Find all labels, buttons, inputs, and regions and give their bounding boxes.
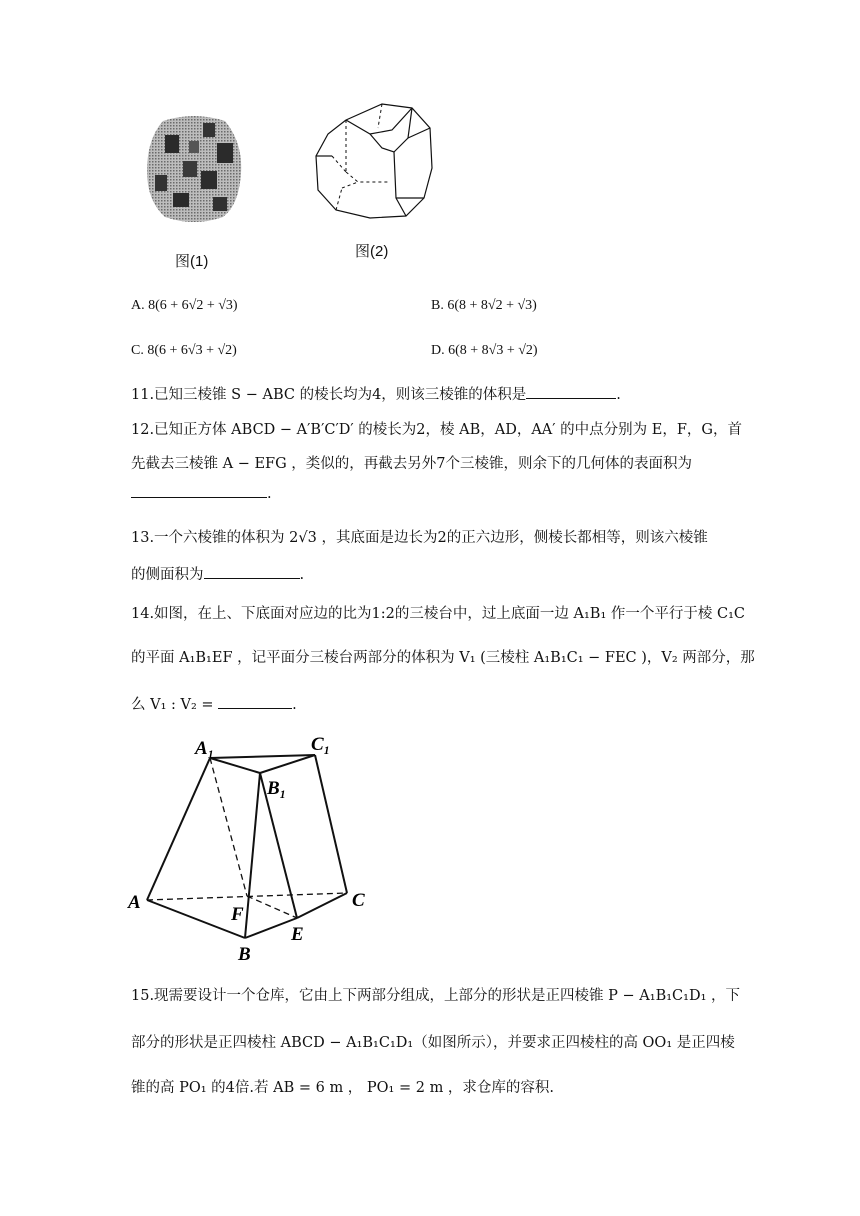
textured-solid-illustration xyxy=(143,113,245,223)
triangular-frustum-diagram xyxy=(125,728,385,968)
label-A: A xyxy=(128,892,141,913)
answer-blank xyxy=(218,696,292,709)
label-F: F xyxy=(231,904,244,925)
figure-1-caption: 图(1) xyxy=(175,253,209,270)
figure-1-image xyxy=(143,113,245,223)
question-12-line-3 xyxy=(131,485,272,502)
figure-2-image xyxy=(312,98,437,228)
truncated-cube-drawing xyxy=(312,98,437,228)
question-14-text: 么 V₁ : V₂ = xyxy=(131,697,214,713)
label-E: E xyxy=(291,924,304,945)
question-14-line-1: 14.如图，在上、下底面对应边的比为1:2的三棱台中，过上底面一边 A₁B₁ 作一个平行于棱 C₁C xyxy=(131,606,745,622)
option-b: B. 6(8 + 8√2 + √3) xyxy=(431,298,537,313)
label-C1: C₁ xyxy=(311,734,331,755)
period: . xyxy=(292,697,297,713)
option-d: D. 6(8 + 8√3 + √2) xyxy=(431,343,538,358)
question-14-line-2: 的平面 A₁B₁EF ，记平面分三棱台两部分的体积为 V₁ (三棱柱 A₁B₁C₁ − FEC )，V₂ 两部分，那 xyxy=(131,650,755,666)
label-B: B xyxy=(238,944,251,965)
question-15-line-1: 15.现需要设计一个仓库，它由上下两部分组成，上部分的形状是正四棱锥 P − A₁B₁C₁D₁ ，下 xyxy=(131,988,740,1004)
question-11 xyxy=(131,383,621,404)
label-A1: A₁ xyxy=(195,738,215,759)
label-C: C xyxy=(352,890,365,911)
period: . xyxy=(299,567,305,583)
answer-blank xyxy=(131,485,267,498)
answer-blank xyxy=(526,386,616,399)
question-15-line-3: 锥的高 PO₁ 的4倍.若 AB = 6 m ， PO₁ = 2 m ，求仓库的容积. xyxy=(131,1080,555,1096)
answer-blank xyxy=(204,566,300,579)
question-12-line-2: 先截去三棱锥 A − EFG ，类似的，再截去另外7个三棱锥，则余下的几何体的表面积为 xyxy=(131,456,693,472)
option-a: A. 8(6 + 6√2 + √3) xyxy=(131,298,238,313)
question-11-text: 11.已知三棱锥 S − ABC 的棱长均为4，则该三棱锥的体积是 xyxy=(131,387,527,403)
figure-2-caption: 图(2) xyxy=(355,243,389,260)
question-14-line-3 xyxy=(131,693,297,714)
period: . xyxy=(267,486,272,502)
question-12-line-1: 12.已知正方体 ABCD − A′B′C′D′ 的棱长为2，棱 AB，AD，AA′ 的中点分别为 E，F，G，首 xyxy=(131,422,743,438)
question-13-line-2 xyxy=(131,563,304,584)
option-c: C. 8(6 + 6√3 + √2) xyxy=(131,343,237,358)
question-15-line-2: 部分的形状是正四棱柱 ABCD − A₁B₁C₁D₁（如图所示），并要求正四棱柱的高 OO₁ 是正四棱 xyxy=(131,1035,735,1051)
label-B1: B₁ xyxy=(267,778,287,799)
frustum-figure xyxy=(125,728,385,968)
question-13-text: 的侧面积为 xyxy=(131,567,204,583)
period: . xyxy=(616,387,621,403)
question-13-line-1: 13.一个六棱锥的体积为 2√3 ，其底面是边长为2的正六边形，侧棱长都相等，则该六棱锥 xyxy=(131,530,708,546)
